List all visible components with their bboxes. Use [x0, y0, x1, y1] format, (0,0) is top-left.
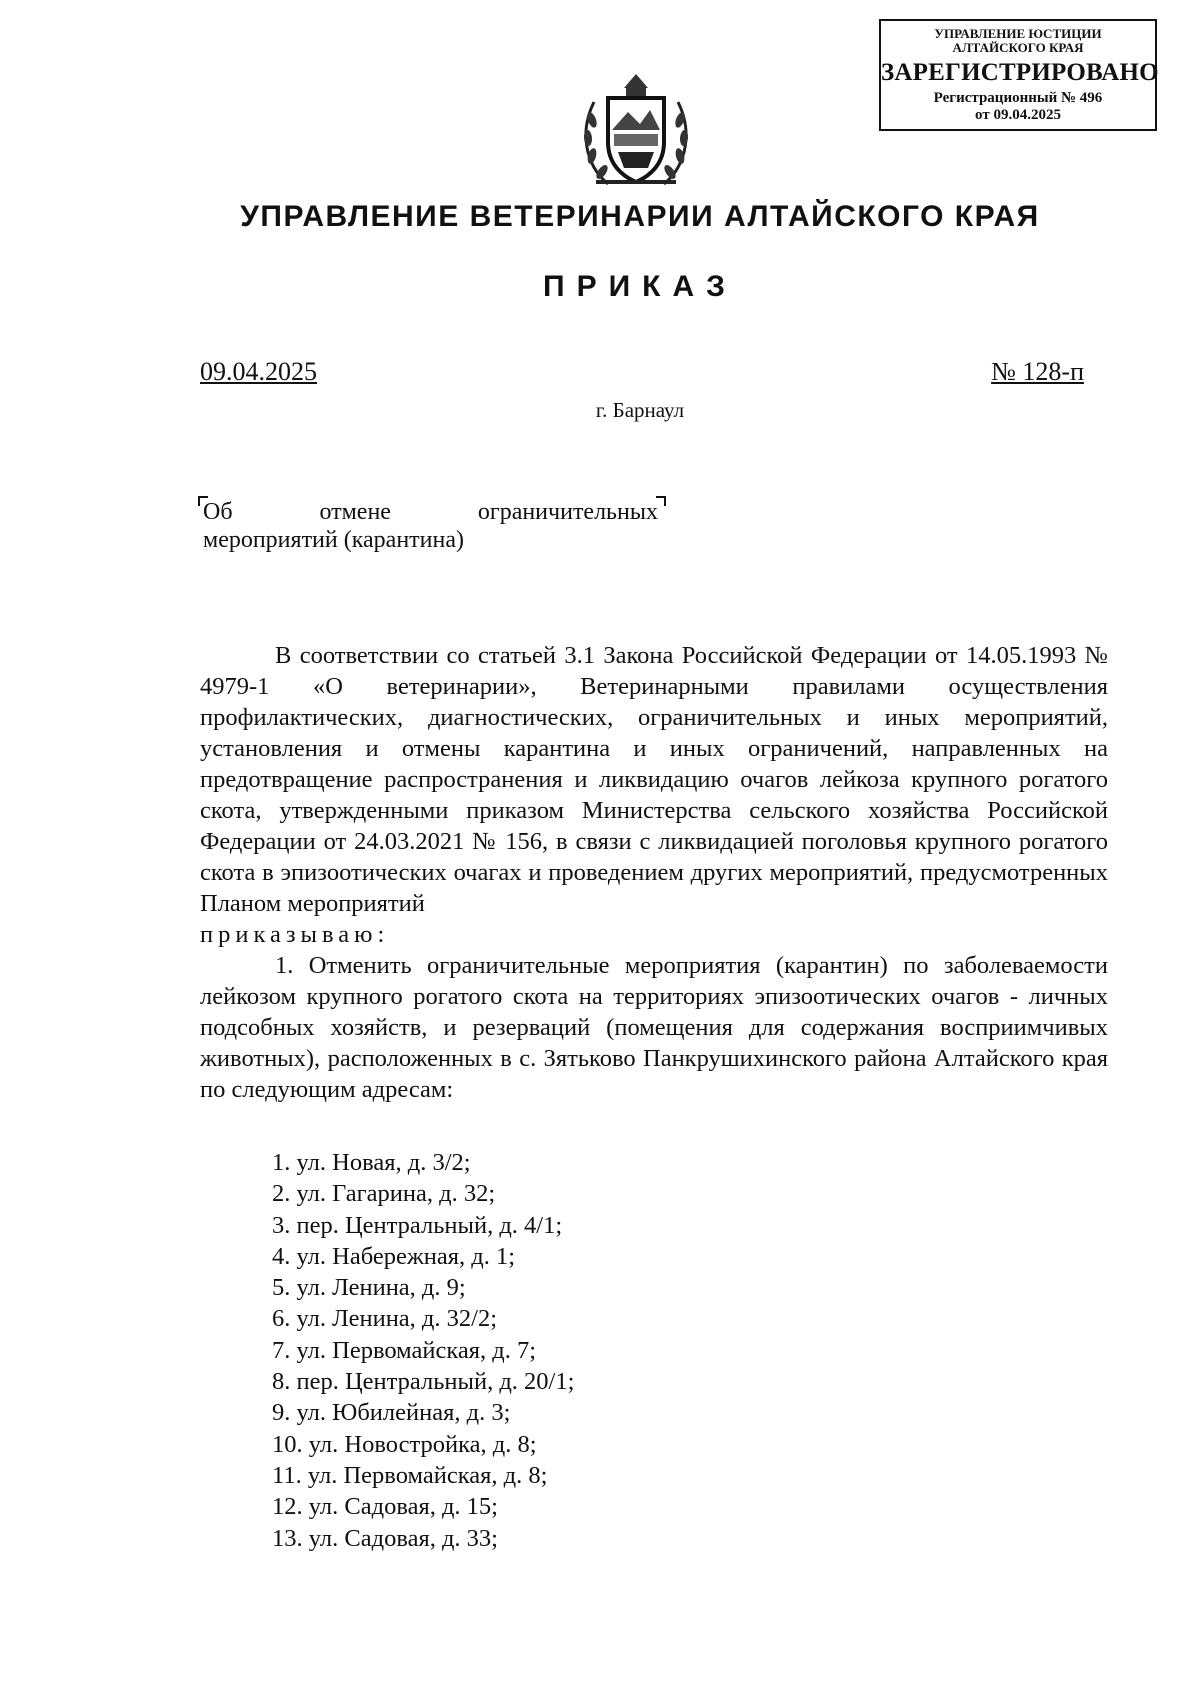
list-item: 2. ул. Гагарина, д. 32; [272, 1180, 496, 1208]
preamble-paragraph: В соответствии со статьей 3.1 Закона Российской Федерации от 14.05.1993 № 4979-1 «О ветеринарии», Ветеринарными правилами осуществления профилактических, диагностических, ограничительных и иных мероприятий, установления и отмены карантина и иных ограничений, направленных на предотвращение распространения и ликвидацию очагов лейкоза крупного рогатого скота, утвержденными приказом Министерства сельского хозяйства Российской Федерации от 24.03.2021 № 156, в связи с ликвидацией поголовья крупного рогатого скота в эпизоотических очагах и проведением других мероприятий, предусмотренных Планом мероприятий [200, 642, 1108, 917]
coat-of-arms-icon [578, 72, 694, 192]
list-item: 5. ул. Ленина, д. 9; [272, 1274, 466, 1302]
order-city: г. Барнаул [595, 398, 685, 422]
list-item: 11. ул. Первомайская, д. 8; [272, 1461, 548, 1489]
agency-title: УПРАВЛЕНИЕ ВЕТЕРИНАРИИ АЛТАЙСКОГО КРАЯ [240, 200, 1040, 233]
address-list [272, 1147, 574, 1554]
list-item: 4. ул. Набережная, д. 1; [272, 1242, 516, 1270]
stamp-status: ЗАРЕГИСТРИРОВАНО [881, 58, 1159, 86]
order-body [200, 640, 1108, 1105]
subject-line-1 [203, 498, 658, 526]
list-item: 12. ул. Садовая, д. 15; [272, 1493, 498, 1521]
stamp-org-line2: АЛТАЙСКОГО КРАЯ [952, 40, 1084, 56]
list-item: 8. пер. Центральный, д. 20/1; [272, 1368, 575, 1396]
subject-bracket-right [656, 496, 666, 506]
order-number: № 128-п [991, 357, 1084, 386]
order-word: приказываю: [200, 921, 390, 948]
list-item: 7. ул. Первомайская, д. 7; [272, 1336, 537, 1364]
stamp-date: от 09.04.2025 [975, 106, 1061, 123]
list-item: 13. ул. Садовая, д. 33; [272, 1524, 498, 1552]
registration-stamp [879, 19, 1157, 131]
list-item: 1. ул. Новая, д. 3/2; [272, 1149, 471, 1176]
stamp-org-line1: УПРАВЛЕНИЕ ЮСТИЦИИ [934, 26, 1102, 41]
stamp-reg-number: Регистрационный № 496 [933, 90, 1103, 107]
subject-word: отмене [319, 499, 391, 525]
list-item: 6. ул. Ленина, д. 32/2; [272, 1305, 498, 1333]
list-item: 9. ул. Юбилейная, д. 3; [272, 1399, 511, 1427]
subject-word: Об [203, 499, 233, 525]
subject-word: ограничительных [477, 499, 658, 525]
subject-bracket-left [198, 496, 208, 506]
order-item-1: 1. Отменить ограничительные мероприятия (карантин) по заболеваемости лейкозом крупного рогатого скота на территориях эпизоотических очагов - личных подсобных хозяйств, и резерваций (помещения для содержания восприимчивых животных), расположенных в с. Зятьково Панкрушихинского района Алтайского края по следующим адресам: [200, 952, 1108, 1103]
subject-line-2: мероприятий (карантина) [203, 527, 464, 553]
list-item: 3. пер. Центральный, д. 4/1; [272, 1211, 563, 1239]
order-date: 09.04.2025 [200, 357, 317, 386]
order-subject [203, 498, 658, 554]
document-type: ПРИКАЗ [543, 270, 737, 303]
list-item: 10. ул. Новостройка, д. 8; [272, 1430, 537, 1458]
